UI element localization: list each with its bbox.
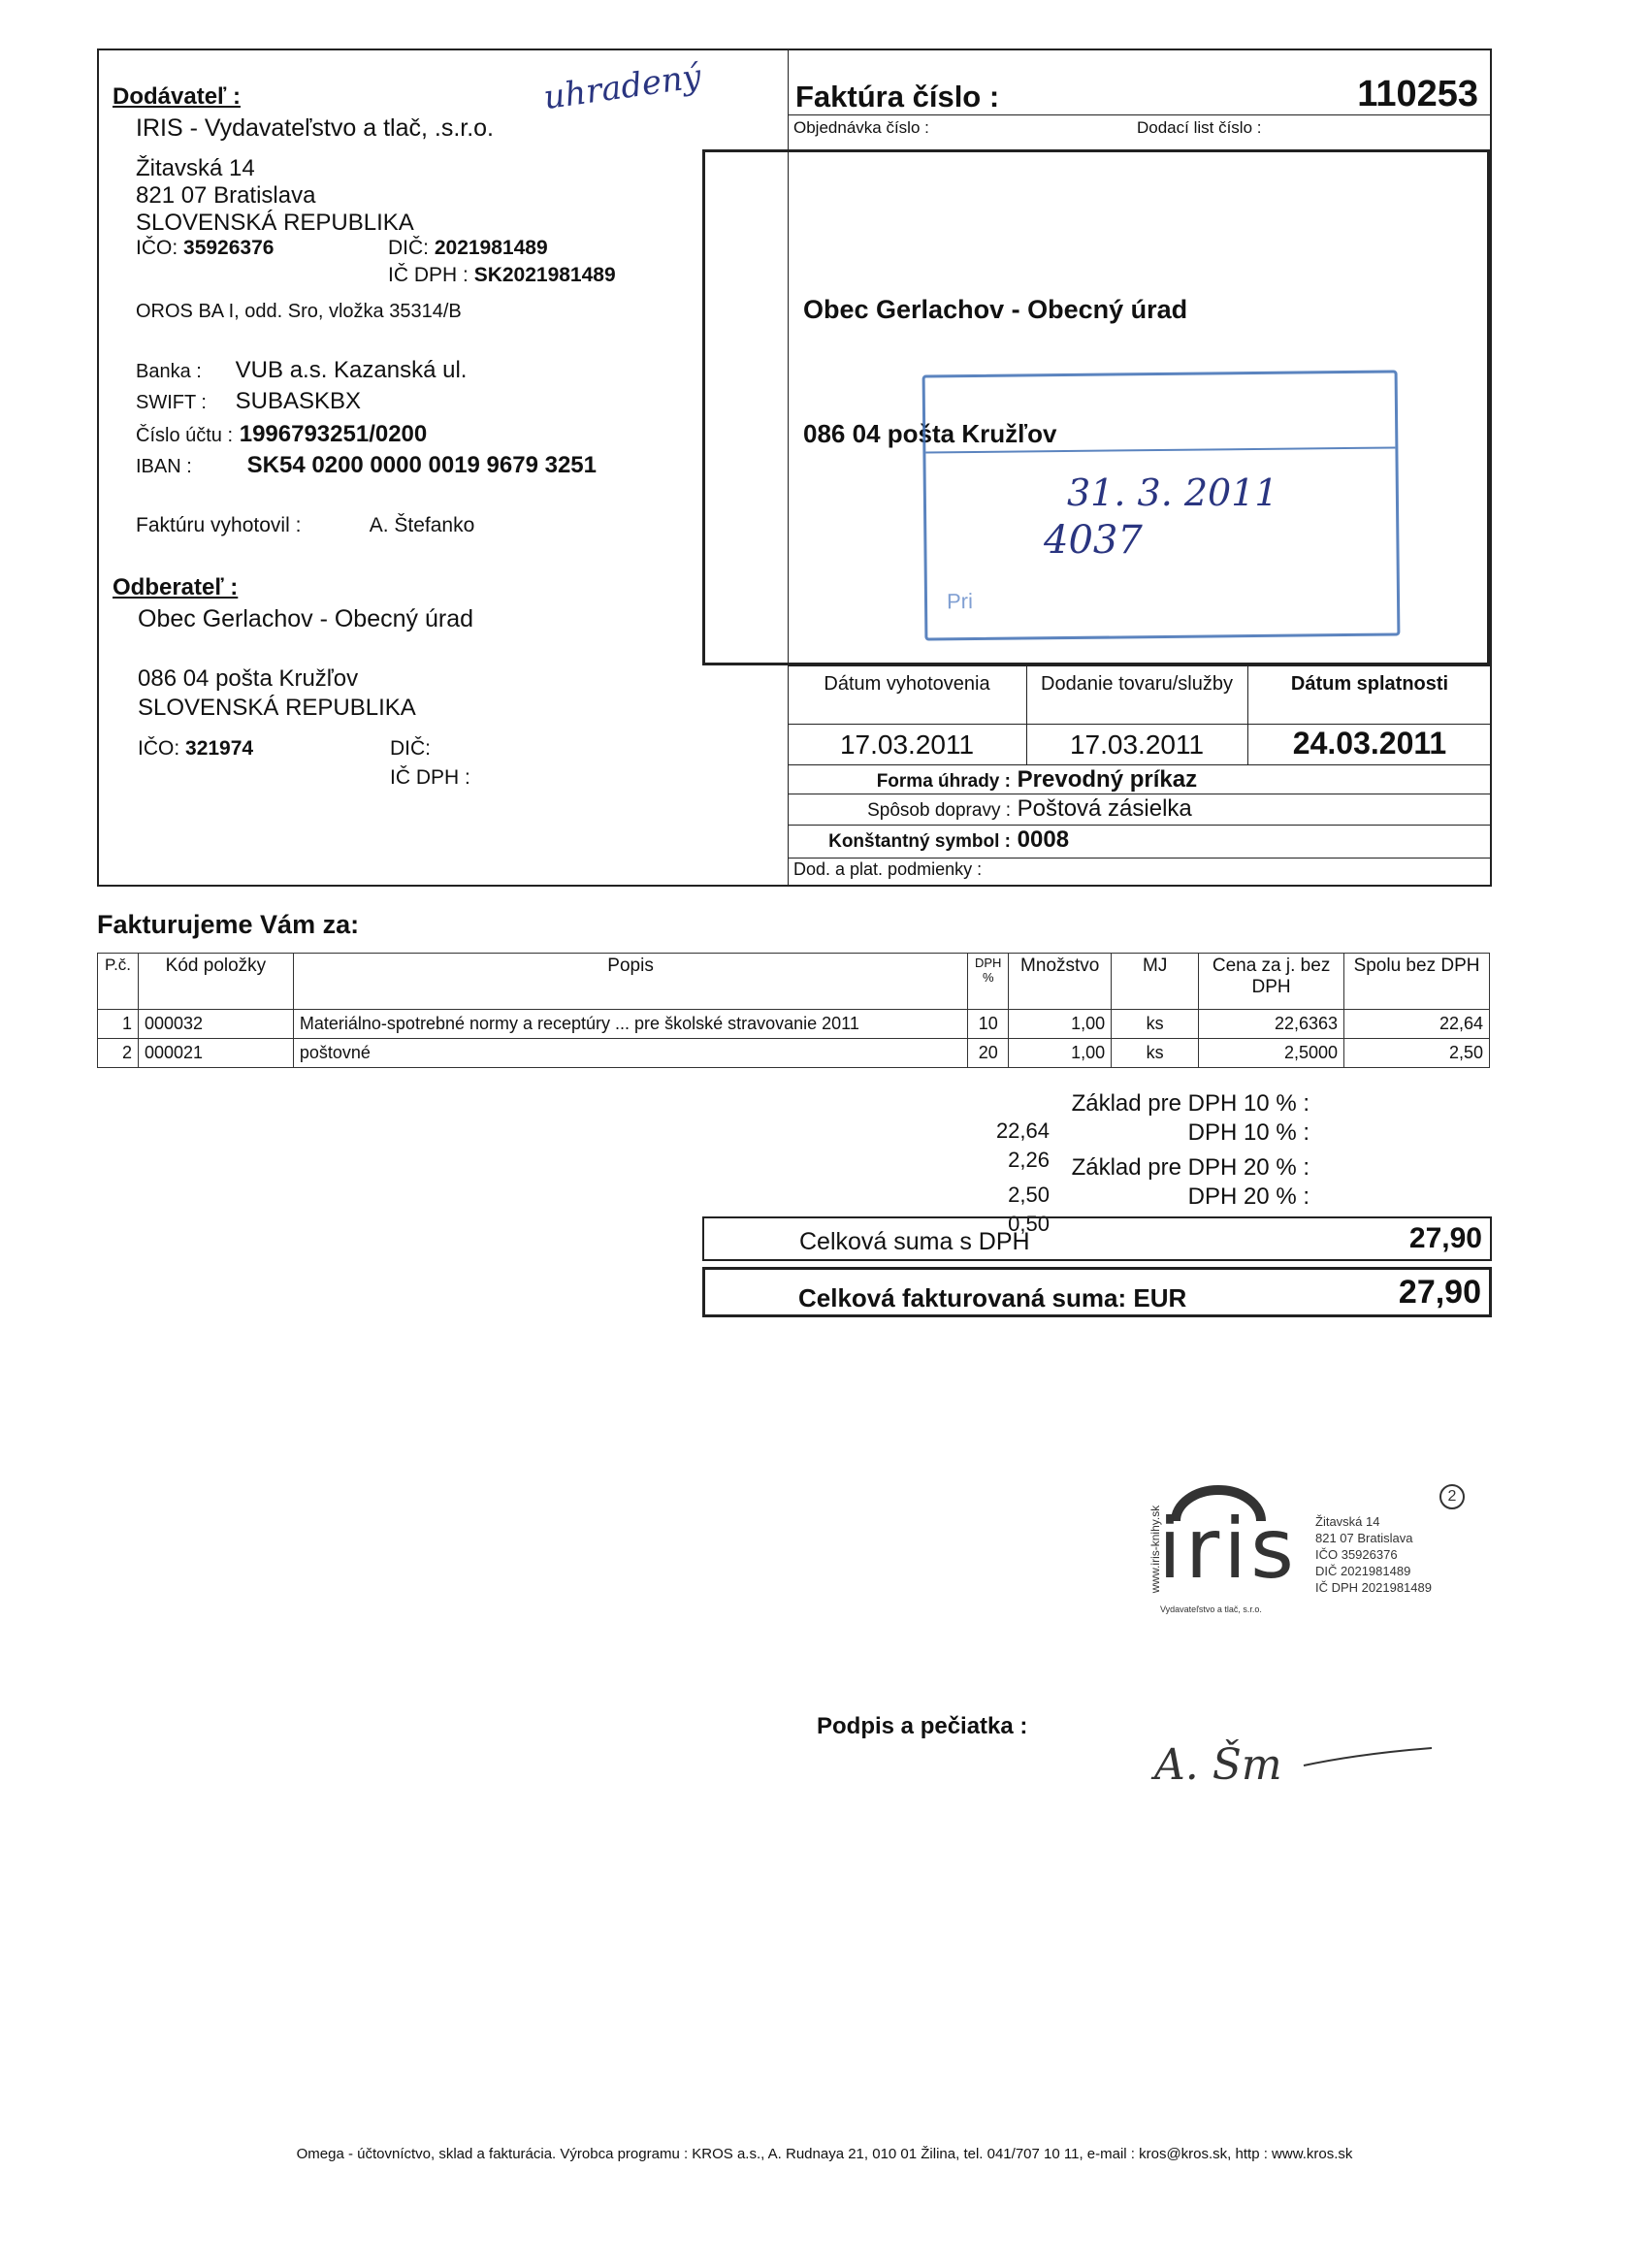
receipt-stamp-inner-rule bbox=[925, 446, 1395, 453]
supplier-ico bbox=[136, 237, 274, 260]
supplier-account bbox=[136, 421, 427, 448]
table-row bbox=[98, 1039, 1490, 1068]
row-vat: 10 bbox=[968, 1010, 1009, 1039]
supplier-swift bbox=[136, 388, 361, 415]
account-label: Číslo účtu : bbox=[136, 425, 234, 446]
stamp-handwritten-number: 4037 bbox=[1044, 518, 1143, 563]
payment-rule-4 bbox=[788, 858, 1492, 859]
payment-form bbox=[788, 766, 1492, 794]
payment-rule-3 bbox=[788, 825, 1492, 826]
const-symbol-label: Konštantný symbol : bbox=[828, 831, 1011, 852]
supplier-country: SLOVENSKÁ REPUBLIKA bbox=[136, 210, 414, 236]
vat-summary-label: Základ pre DPH 20 % : bbox=[1071, 1154, 1310, 1181]
vat-summary-value: 2,50 bbox=[1008, 1183, 1050, 1207]
supplier-dic bbox=[388, 237, 548, 260]
total-with-vat-value: 27,90 bbox=[1408, 1222, 1482, 1254]
issued-by bbox=[136, 514, 474, 537]
stamp-handwritten-date: 31. 3. 2011 bbox=[1067, 471, 1278, 514]
col-header-unit: MJ bbox=[1112, 954, 1199, 1010]
row-total: 2,50 bbox=[1344, 1039, 1490, 1068]
handwritten-paid-note: uhradený bbox=[541, 56, 704, 118]
const-symbol bbox=[788, 826, 1492, 854]
col-header-unit-price: Cena za j. bez DPH bbox=[1199, 954, 1344, 1010]
customer-ico-label: IČO: bbox=[138, 737, 180, 760]
total-invoiced-box bbox=[702, 1267, 1492, 1317]
supplier-name: IRIS - Vydavateľstvo a tlač, .s.r.o. bbox=[136, 114, 495, 142]
address-name: Obec Gerlachov - Obecný úrad bbox=[803, 295, 1188, 324]
customer-name: Obec Gerlachov - Obecný úrad bbox=[138, 605, 473, 632]
supplier-icdph-label: IČ DPH : bbox=[388, 264, 469, 286]
supplier-street: Žitavská 14 bbox=[136, 155, 255, 181]
vat-summary-value: 22,64 bbox=[995, 1118, 1050, 1143]
transport bbox=[788, 795, 1492, 823]
supplier-icdph-value: SK2021981489 bbox=[473, 264, 616, 286]
vat-summary-label: Základ pre DPH 10 % : bbox=[1071, 1090, 1310, 1117]
row-code: 000032 bbox=[138, 1010, 293, 1039]
swift-value: SUBASKBX bbox=[235, 388, 362, 414]
vat-summary-label: DPH 20 % : bbox=[1187, 1183, 1310, 1210]
customer-city: 086 04 pošta Kružľov bbox=[138, 665, 359, 692]
customer-ico-value: 321974 bbox=[185, 737, 254, 760]
row-total: 22,64 bbox=[1344, 1010, 1490, 1039]
iris-circle-number: 2 bbox=[1439, 1484, 1465, 1509]
iris-tagline: Vydavateľstvo a tlač, s.r.o. bbox=[1160, 1604, 1262, 1614]
row-quantity: 1,00 bbox=[1009, 1039, 1112, 1068]
delivery-note-label: Dodací list číslo : bbox=[1137, 118, 1262, 137]
iris-company-stamp bbox=[1131, 1484, 1480, 1630]
conditions-label: Dod. a plat. podmienky : bbox=[793, 859, 983, 879]
bank-label: Banka : bbox=[136, 361, 202, 382]
swift-label: SWIFT : bbox=[136, 392, 207, 413]
col-header-code: Kód položky bbox=[138, 954, 293, 1010]
iris-stamp-line: IČ DPH 2021981489 bbox=[1315, 1580, 1432, 1595]
dates-value-rule bbox=[788, 724, 1492, 725]
total-with-vat-label: Celková suma s DPH bbox=[799, 1228, 1030, 1255]
transport-value: Poštová zásielka bbox=[1017, 795, 1192, 822]
customer-ico bbox=[138, 737, 253, 761]
payment-form-label: Forma úhrady : bbox=[876, 771, 1011, 792]
items-table bbox=[97, 953, 1490, 1068]
row-vat: 20 bbox=[968, 1039, 1009, 1068]
total-invoiced-label: Celková fakturovaná suma: EUR bbox=[798, 1283, 1187, 1312]
row-index: 1 bbox=[98, 1010, 139, 1039]
row-unit-price: 22,6363 bbox=[1199, 1010, 1344, 1039]
col-header-index: P.č. bbox=[98, 954, 139, 1010]
signature-label: Podpis a pečiatka : bbox=[817, 1713, 1028, 1739]
issued-by-label: Faktúru vyhotovil : bbox=[136, 514, 302, 536]
supplier-ico-label: IČO: bbox=[136, 237, 178, 259]
signature-stroke bbox=[1300, 1742, 1436, 1771]
supplier-icdph bbox=[388, 264, 616, 287]
row-description: poštovné bbox=[293, 1039, 967, 1068]
invoice-number: 110253 bbox=[1357, 74, 1478, 114]
issued-date: 17.03.2011 bbox=[839, 729, 975, 760]
table-row bbox=[98, 1010, 1490, 1039]
issued-by-value: A. Štefanko bbox=[369, 514, 475, 536]
handwritten-signature: A. Šm bbox=[1154, 1740, 1282, 1790]
dates-top-rule bbox=[788, 665, 1492, 666]
supplier-bank bbox=[136, 357, 467, 384]
vat-summary-value: 0,50 bbox=[1008, 1212, 1050, 1236]
row-quantity: 1,00 bbox=[1009, 1010, 1112, 1039]
iban-label: IBAN : bbox=[136, 456, 192, 477]
customer-country: SLOVENSKÁ REPUBLIKA bbox=[138, 695, 416, 721]
row-index: 2 bbox=[98, 1039, 139, 1068]
iris-stamp-line: IČO 35926376 bbox=[1315, 1547, 1398, 1562]
const-symbol-value: 0008 bbox=[1017, 826, 1070, 853]
footer-note: Omega - účtovníctvo, sklad a fakturácia. Výrobca programu : KROS a.s., A. Rudnaya 21, 010 01 Žilina, tel. 041/707 10 11, e-mail : kros@kros.sk, http : www.kros.sk bbox=[296, 2146, 1353, 2162]
order-number-label: Objednávka číslo : bbox=[793, 118, 929, 137]
total-invoiced-value: 27,90 bbox=[1398, 1274, 1481, 1311]
invoice-title: Faktúra číslo : bbox=[795, 80, 1000, 113]
due-date-label: Dátum splatnosti bbox=[1290, 673, 1449, 695]
iban-value: SK54 0200 0000 0019 9679 3251 bbox=[246, 452, 597, 478]
receipt-stamp-corner-text: Pri bbox=[946, 589, 974, 614]
customer-icdph-label: IČ DPH : bbox=[390, 766, 470, 789]
payment-form-value: Prevodný príkaz bbox=[1017, 766, 1198, 793]
supplier-dic-value: 2021981489 bbox=[434, 237, 548, 259]
supplier-register: OROS BA I, odd. Sro, vložka 35314/B bbox=[136, 301, 462, 322]
iris-stamp-line: Žitavská 14 bbox=[1315, 1514, 1380, 1529]
iris-stamp-line: DIČ 2021981489 bbox=[1315, 1564, 1411, 1578]
customer-dic-label: DIČ: bbox=[390, 737, 431, 760]
iris-stamp-address bbox=[1315, 1513, 1432, 1596]
total-with-vat-box bbox=[702, 1216, 1492, 1261]
due-date: 24.03.2011 bbox=[1292, 726, 1447, 761]
row-code: 000021 bbox=[138, 1039, 293, 1068]
iris-logo: iris bbox=[1158, 1501, 1298, 1598]
col-header-quantity: Množstvo bbox=[1009, 954, 1112, 1010]
row-unit-price: 2,5000 bbox=[1199, 1039, 1344, 1068]
supplier-city: 821 07 Bratislava bbox=[136, 182, 316, 209]
customer-heading: Odberateľ : bbox=[113, 574, 239, 600]
invoice-title-rule bbox=[788, 114, 1492, 115]
issued-date-label: Dátum vyhotovenia bbox=[824, 673, 990, 695]
col-header-description: Popis bbox=[293, 954, 967, 1010]
row-unit: ks bbox=[1112, 1039, 1199, 1068]
bank-value: VUB a.s. Kazanská ul. bbox=[235, 357, 468, 383]
supplier-ico-value: 35926376 bbox=[183, 237, 275, 259]
iris-stamp-line: 821 07 Bratislava bbox=[1315, 1531, 1413, 1545]
iris-website: www.iris-knihy.sk bbox=[1148, 1505, 1162, 1594]
vat-summary-value: 2,26 bbox=[1008, 1148, 1050, 1172]
delivery-date: 17.03.2011 bbox=[1069, 729, 1205, 760]
vat-summary-label: DPH 10 % : bbox=[1187, 1119, 1310, 1146]
col-header-vat: DPH % bbox=[968, 954, 1009, 1010]
table-header-row bbox=[98, 954, 1490, 1010]
payment-rule-1 bbox=[788, 764, 1492, 765]
transport-label: Spôsob dopravy : bbox=[867, 800, 1011, 821]
delivery-date-label: Dodanie tovaru/služby bbox=[1041, 673, 1233, 695]
supplier-iban bbox=[136, 452, 597, 479]
supplier-heading: Dodávateľ : bbox=[113, 83, 241, 110]
items-heading: Fakturujeme Vám za: bbox=[97, 910, 360, 939]
row-unit: ks bbox=[1112, 1010, 1199, 1039]
col-header-total: Spolu bez DPH bbox=[1344, 954, 1490, 1010]
row-description: Materiálno-spotrebné normy a receptúry ... pre školské stravovanie 2011 bbox=[293, 1010, 967, 1039]
supplier-dic-label: DIČ: bbox=[388, 237, 429, 259]
account-value: 1996793251/0200 bbox=[239, 421, 428, 447]
address-city: 086 04 pošta Kružľov bbox=[803, 419, 1057, 448]
